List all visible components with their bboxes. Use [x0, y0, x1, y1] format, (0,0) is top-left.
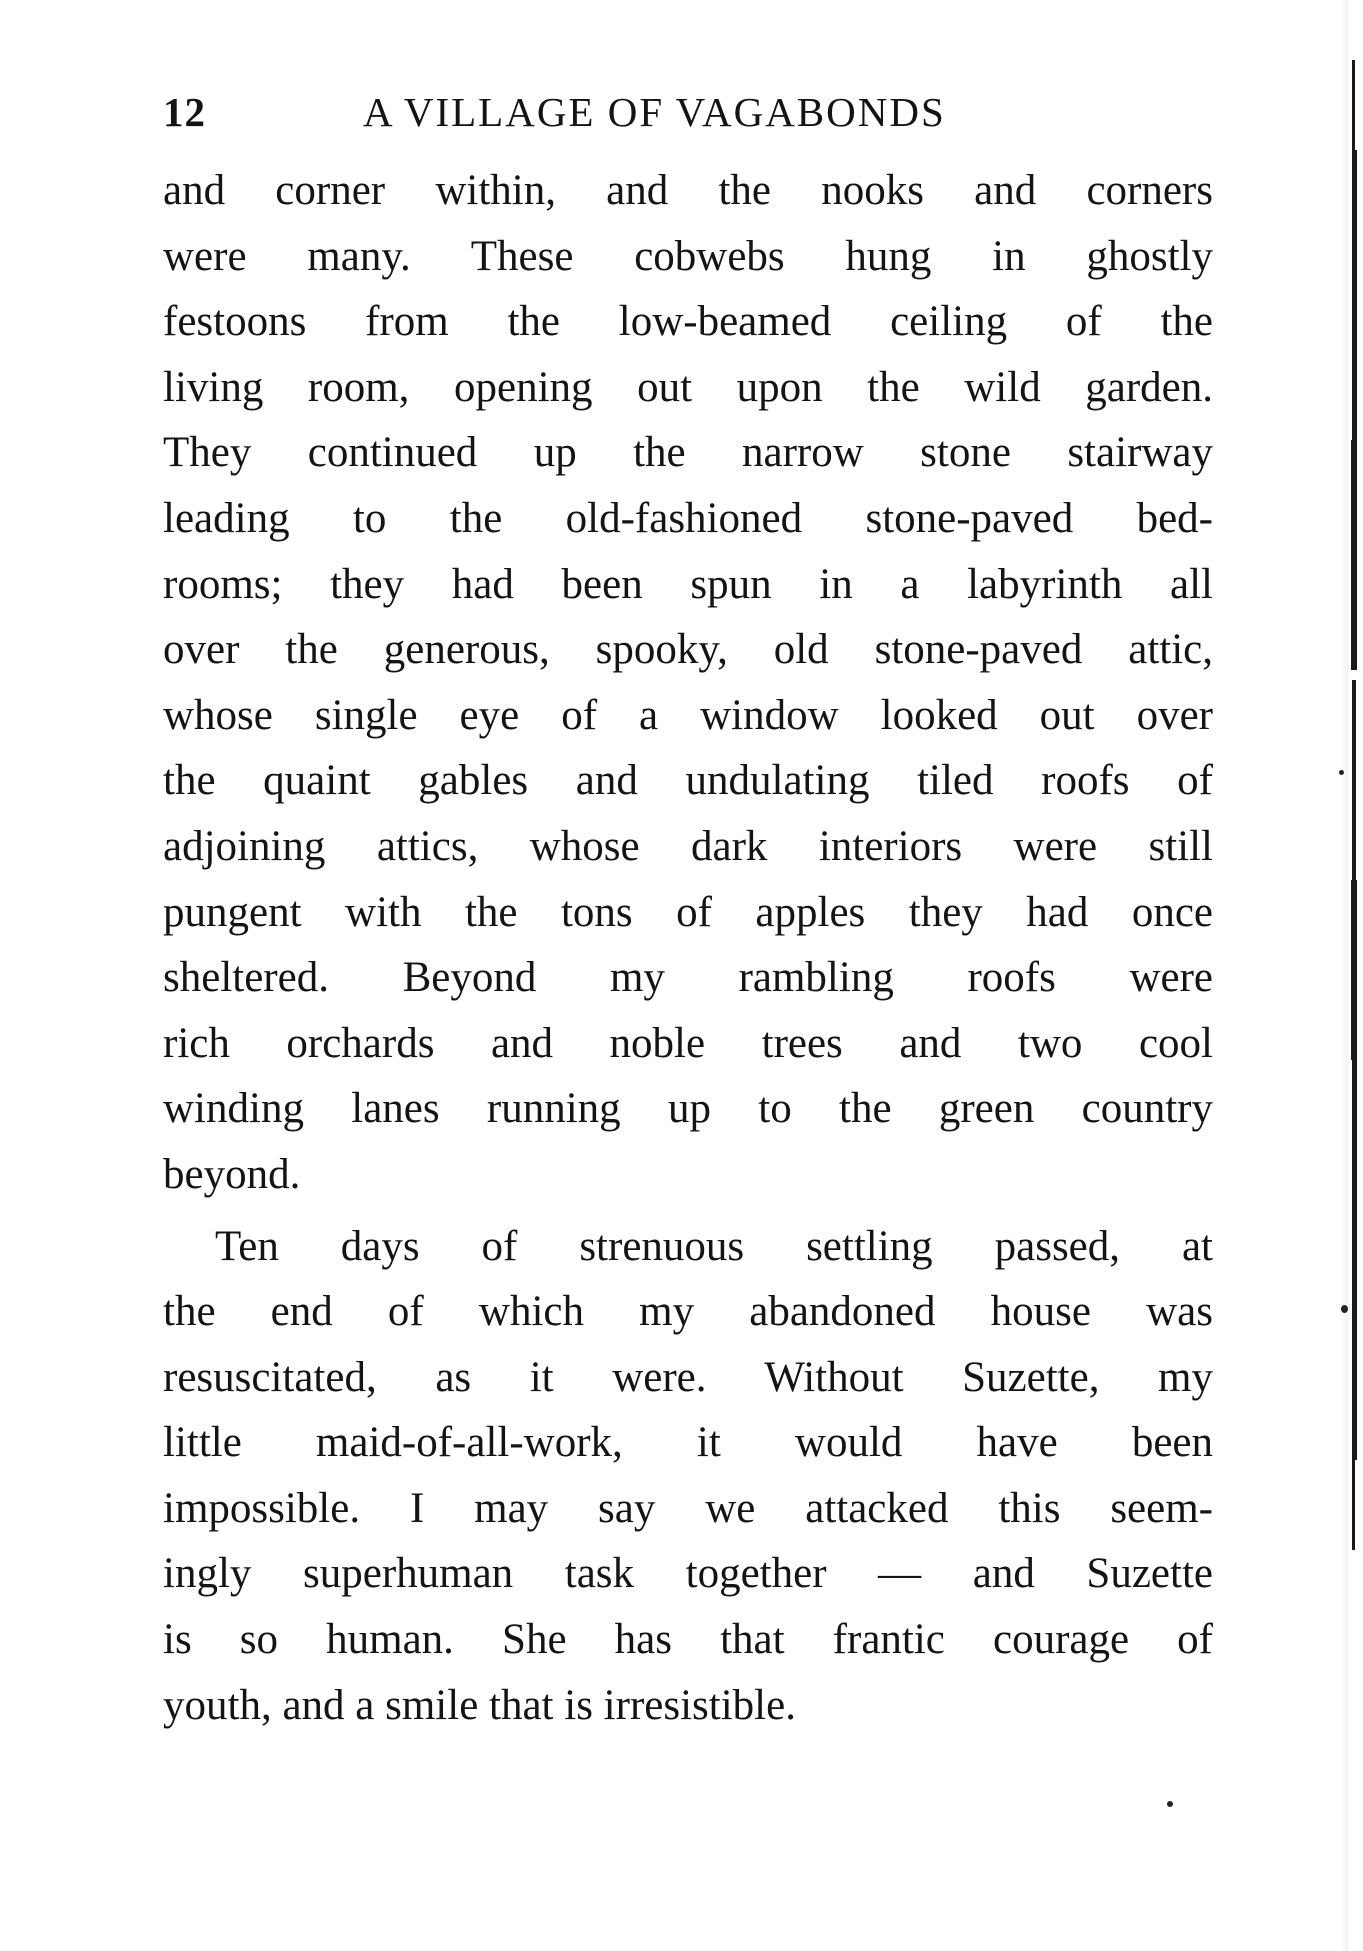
- text-line: leading to the old-fashioned stone-paved bed-: [163, 494, 1213, 542]
- text-line: Ten days of strenuous settling passed, at: [215, 1222, 1213, 1270]
- text-line: the quaint gables and undulating tiled roofs of: [163, 757, 1213, 805]
- text-line: is so human. She has that frantic courage of: [163, 1616, 1213, 1664]
- binding-shadow: [1351, 880, 1357, 1060]
- text-line: over the generous, spooky, old stone-paved attic,: [163, 626, 1213, 674]
- text-line: little maid-of-all-work, it would have been: [163, 1419, 1213, 1467]
- page-number: 12: [163, 89, 206, 135]
- body-text: [163, 158, 1213, 1738]
- text-line: pungent with the tons of apples they had once: [163, 888, 1213, 936]
- binding-shadow: [1352, 1460, 1355, 1550]
- text-line: the end of which my abandoned house was: [163, 1288, 1213, 1336]
- running-title: A VILLAGE OF VAGABONDS: [363, 89, 946, 135]
- text-line: rooms; they had been spun in a labyrinth all: [163, 560, 1213, 608]
- scan-speck: [1167, 1801, 1173, 1807]
- binding-shadow: [1352, 150, 1357, 450]
- text-line: youth, and a smile that is irresistible.: [163, 1681, 796, 1729]
- binding-shadow: [1352, 680, 1356, 880]
- scan-speck: [1339, 770, 1344, 775]
- binding-edge: [1341, 0, 1363, 1951]
- text-line: resuscitated, as it were. Without Suzette, my: [163, 1353, 1213, 1401]
- running-head: [163, 84, 1213, 140]
- text-line: rich orchards and noble trees and two cool: [163, 1019, 1213, 1067]
- text-line: adjoining attics, whose dark interiors were still: [163, 822, 1213, 870]
- binding-shadow: [1351, 440, 1357, 670]
- text-line: They continued up the narrow stone stairway: [163, 429, 1213, 477]
- text-line: sheltered. Beyond my rambling roofs were: [163, 954, 1213, 1002]
- text-line: whose single eye of a window looked out over: [163, 691, 1213, 739]
- text-line: ingly superhuman task together — and Suzette: [163, 1550, 1213, 1598]
- binding-shadow: [1352, 60, 1355, 150]
- text-line: and corner within, and the nooks and corners: [163, 167, 1213, 214]
- text-line: festoons from the low-beamed ceiling of the: [163, 298, 1213, 346]
- paragraph-1: [163, 158, 1213, 1208]
- scan-speck: [1341, 1305, 1348, 1313]
- text-line: winding lanes running up to the green country: [163, 1085, 1213, 1133]
- text-line: were many. These cobwebs hung in ghostly: [163, 232, 1213, 280]
- paragraph-2: [163, 1214, 1213, 1739]
- text-line: impossible. I may say we attacked this seem-: [163, 1484, 1213, 1532]
- binding-shadow: [1352, 1060, 1357, 1460]
- text-line: living room, opening out upon the wild garden.: [163, 363, 1213, 411]
- text-line: beyond.: [163, 1150, 301, 1198]
